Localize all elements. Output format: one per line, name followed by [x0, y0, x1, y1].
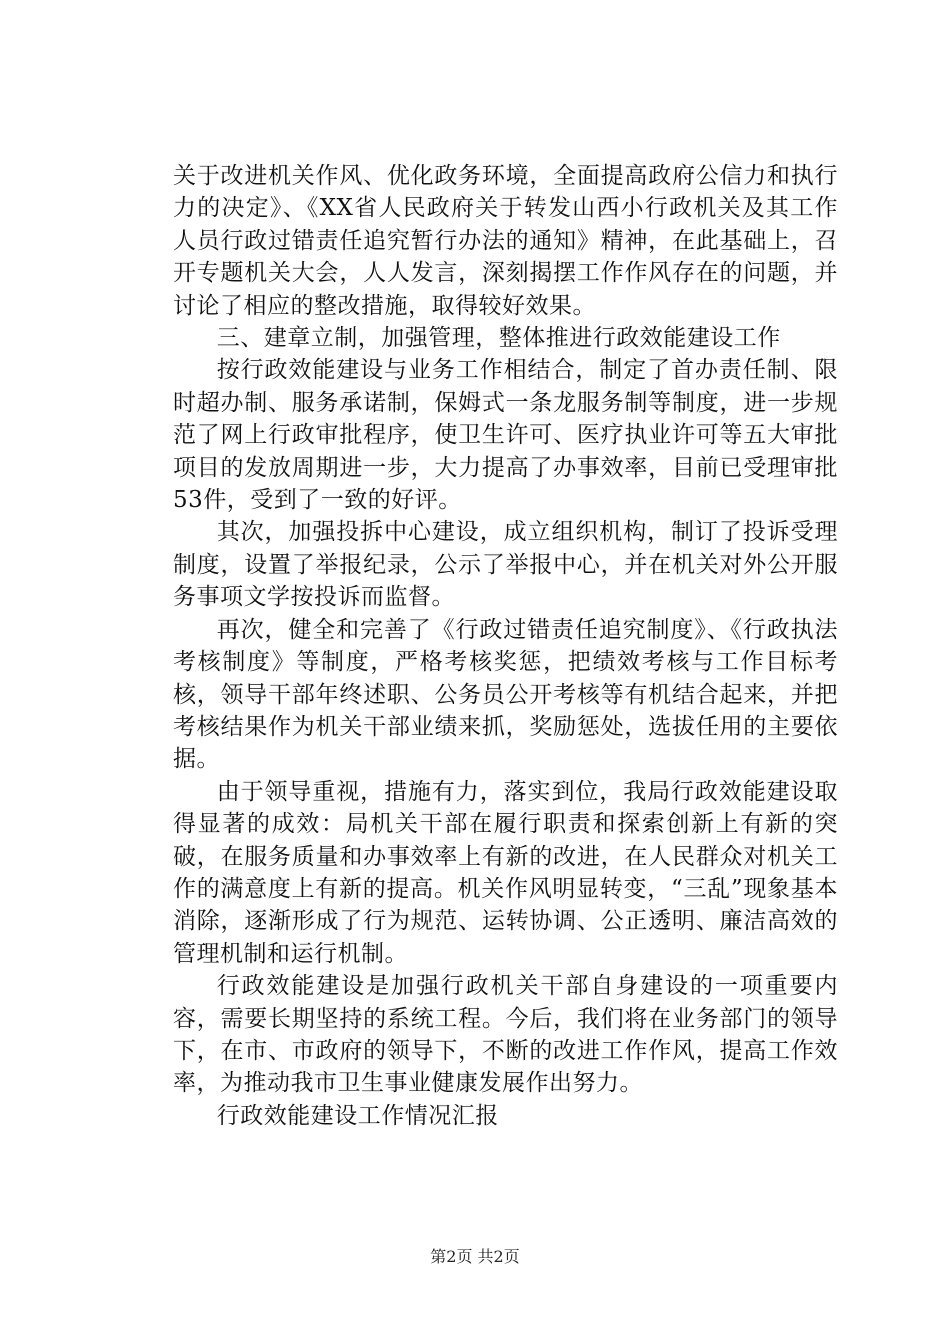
document-title-repeat: 行政效能建设工作情况汇报: [216, 1102, 499, 1129]
page-number-label: 第2页 共2页: [430, 1247, 520, 1266]
paragraph: 行政效能建设是加强行政机关干部自身建设的一项重要内容，需要长期坚持的系统工程。今后，我们将在业务部门的领导下，在市、市政府的领导下，不断的改进工作作风，提高工作效率，为推动我市卫生事业健康发展作出努力。: [173, 973, 838, 1097]
paragraph: 由于领导重视，措施有力，落实到位，我局行政效能建设取得显著的成效：局机关干部在履行职责和探索创新上有新的突破，在服务质量和办事效率上有新的改进，在人民群众对机关工作的满意度上有新的提高。机关作风明显转变，“三乱”现象基本消除，逐渐形成了行为规范、运转协调、公正透明、廉洁高效的管理机制和运行机制。: [173, 778, 838, 967]
page-footer: [0, 1244, 950, 1267]
paragraph: 按行政效能建设与业务工作相结合，制定了首办责任制、限时超办制、服务承诺制，保姆式一条龙服务制等制度，进一步规范了网上行政审批程序，使卫生许可、医疗执业许可等五大审批项目的发放周期进一步，大力提高了办事效率，目前已受理审批53件，受到了一致的好评。: [173, 357, 838, 514]
document-body: [173, 160, 838, 1132]
paragraph: 其次，加强投拆中心建设，成立组织机构，制订了投诉受理制度，设置了举报纪录，公示了举报中心，并在机关对外公开服务事项文学按投诉而监督。: [173, 519, 838, 611]
paragraph-continuation: 关于改进机关作风、优化政务环境，全面提高政府公信力和执行力的决定》、《XX省人民政府关于转发山西小行政机关及其工作人员行政过错责任追究暂行办法的通知》精神，在此基础上，召开专题机关大会，人人发言，深刻揭摆工作作风存在的问题，并讨论了相应的整改措施，取得较好效果。: [173, 163, 838, 319]
paragraph: 再次，健全和完善了《行政过错责任追究制度》、《行政执法考核制度》等制度，严格考核奖惩，把绩效考核与工作目标考核，领导干部年终述职、公务员公开考核等有机结合起来，并把考核结果作为机关干部业绩来抓，奖励惩处，选拔任用的主要依据。: [173, 616, 838, 773]
section-heading: 三、建章立制，加强管理，整体推进行政效能建设工作: [216, 325, 781, 352]
